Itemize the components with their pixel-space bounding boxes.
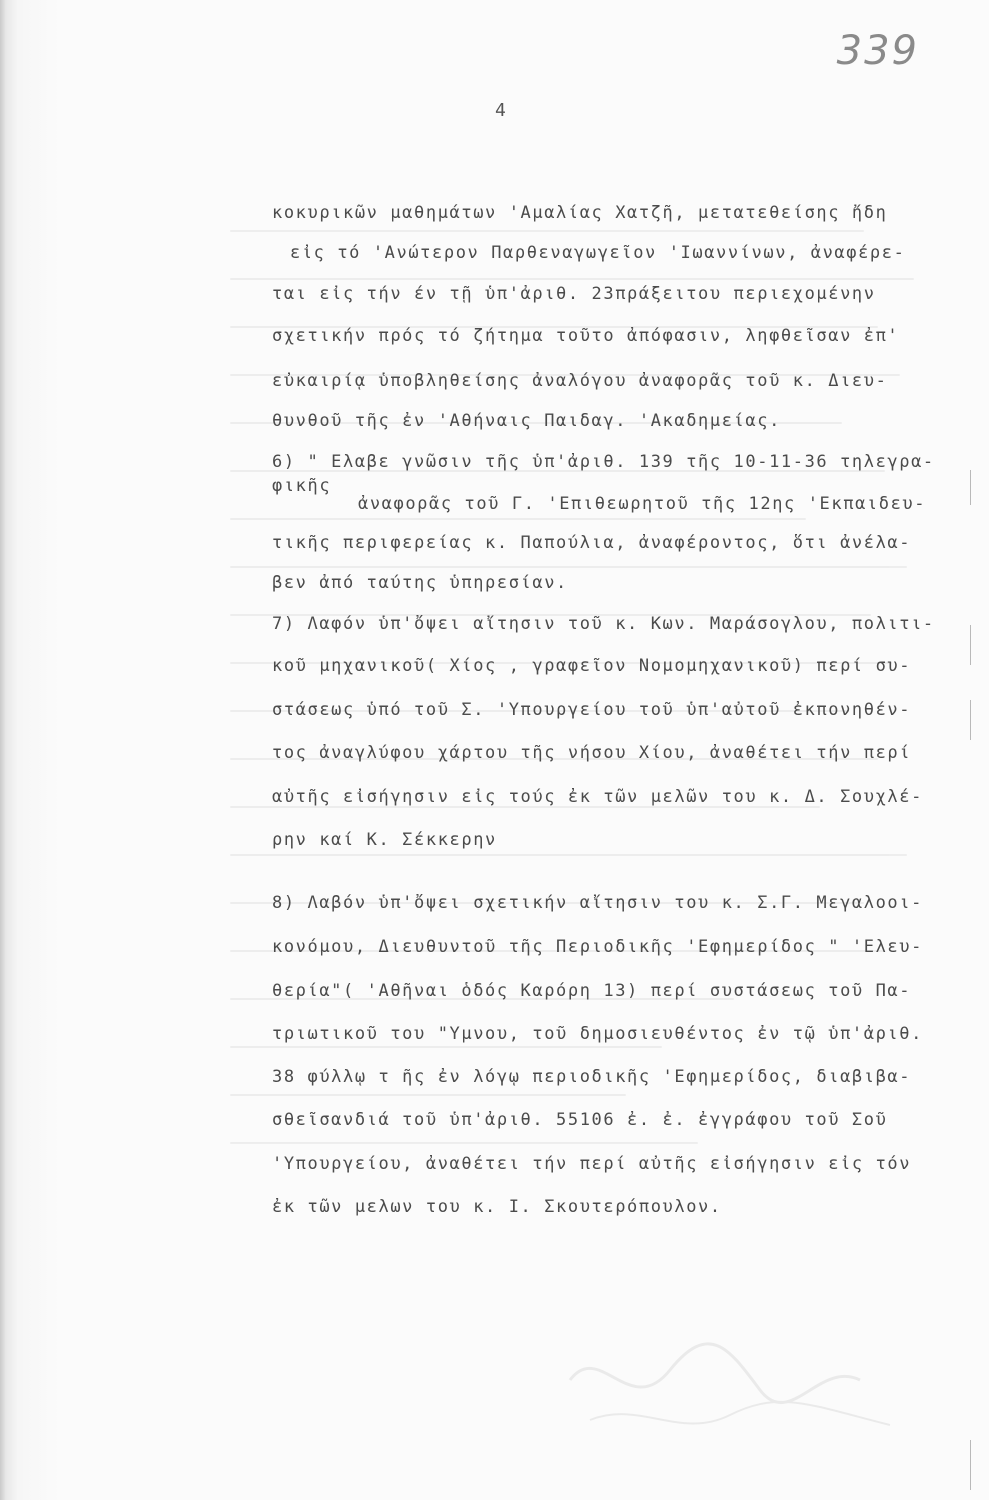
margin-mark <box>970 625 971 665</box>
text-line: 7) Λαφόν ὑπ'ὄψει αἴτησιν τοῦ κ. Κων. Μαράσογλου, πολιτι- <box>272 614 935 634</box>
text-line: στάσεως ὑπό τοῦ Σ. 'Υπουργείου τοῦ ὑπ'αὐτοῦ ἐκπονηθέν- <box>272 700 912 720</box>
text-line: τριωτικοῦ του "Υμνου, τοῦ δημοσιευθέντος ἐν τῷ ὑπ'ἀριθ. <box>272 1024 923 1044</box>
text-line: θερία"( 'Αθῆναι ὁδός Καρόρη 13) περί συστάσεως τοῦ Πα- <box>272 981 912 1001</box>
text-line: κοῦ μηχανικοῦ( Χίος , γραφεῖον Νομομηχανικοῦ) περί συ- <box>272 656 912 676</box>
text-line: ἐκ τῶν μελων του κ. Ι. Σκουτερόπουλον. <box>272 1197 722 1217</box>
text-line: 8) Λαβόν ὑπ'ὄψει σχετικήν αἴτησιν του κ. Σ.Γ. Μεγαλοοι- <box>272 893 923 913</box>
archive-page-number: 339 <box>836 28 919 74</box>
text-line: σθεῖσανδιά τοῦ ὑπ'ἀριθ. 55106 ἐ. ἐ. ἐγγράφου τοῦ Σοῦ <box>272 1110 888 1130</box>
page-fold-shadow <box>0 0 60 1500</box>
margin-mark <box>970 1440 971 1490</box>
text-line: βεν ἀπό ταύτης ὑπηρεσίαν. <box>272 573 568 593</box>
text-line: ρην καί Κ. Σέκκερην <box>272 830 497 850</box>
text-line: κονόμου, Διευθυντοῦ τῆς Περιοδικῆς 'Εφημερίδος " 'Ελευ- <box>272 937 923 957</box>
text-line: 'Υπουργείου, ἀναθέτει τήν περί αὐτῆς εἰσήγησιν εἰς τόν <box>272 1154 912 1174</box>
margin-mark <box>970 470 971 505</box>
text-line: ἀναφορᾶς τοῦ Γ. 'Επιθεωρητοῦ τῆς 12ης 'Εκπαιδευ- <box>358 494 927 514</box>
text-line: σχετικήν πρός τό ζήτημα τοῦτο ἀπόφασιν, ληφθεῖσαν ἐπ' <box>272 326 900 346</box>
text-line: 38 φύλλῳ τ ῆς ἐν λόγῳ περιοδικῆς 'Εφημερίδος, διαβιβα- <box>272 1067 912 1087</box>
show-through-signature <box>560 1320 920 1450</box>
text-line: θυνθοῦ τῆς ἐν 'Αθήναις Παιδαγ. 'Ακαδημείας. <box>272 411 781 431</box>
text-line: 6) " Ελαβε γνῶσιν τῆς ὑπ'ἀριθ. 139 τῆς 10-11-36 τηλεγρα- <box>272 452 935 472</box>
page-number: 4 <box>495 100 506 121</box>
text-line: εἰς τό 'Ανώτερον Παρθεναγωγεῖον 'Ιωαννίνων, ἀναφέρε- <box>290 243 906 263</box>
text-line: αὐτῆς εἰσήγησιν εἰς τούς ἐκ τῶν μελῶν του κ. Δ. Σουχλέ- <box>272 787 923 807</box>
margin-mark <box>970 700 971 740</box>
text-line: εὐκαιρίᾳ ὑποβληθείσης ἀναλόγου ἀναφορᾶς τοῦ κ. Διευ- <box>272 371 888 391</box>
text-line: τικῆς περιφερείας κ. Παπούλια, ἀναφέροντος, ὅτι ἀνέλα- <box>272 533 912 553</box>
text-line: κοκυρικῶν μαθημάτων 'Αμαλίας Χατζῆ, μετατεθείσης ἤδη <box>272 203 888 223</box>
text-line: ται εἰς τήν έν τῇ ὑπ'ἀριθ. 23πράξειτου περιεχομένην <box>272 284 876 304</box>
text-line: φικῆς <box>272 476 332 496</box>
text-line: τος ἀναγλύφου χάρτου τῆς νήσου Χίου, ἀναθέτει τήν περί <box>272 743 912 763</box>
